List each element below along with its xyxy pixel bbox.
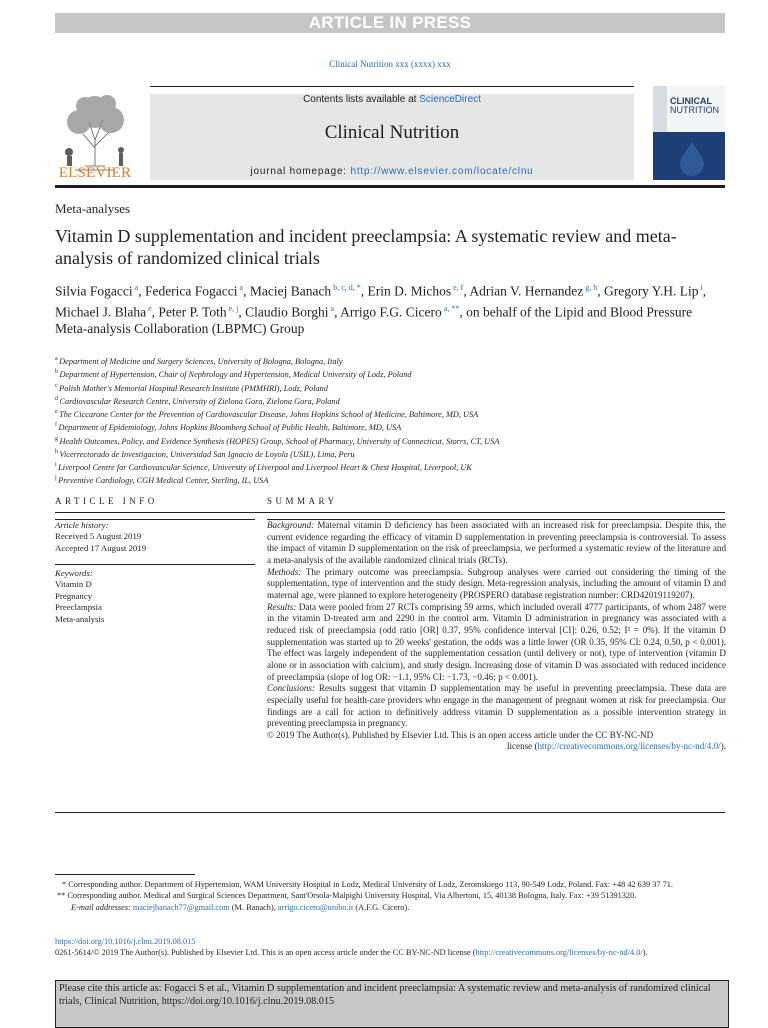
affiliation-text: Health Outcomes, Policy, and Evidence Synthesis (HOPES) Group, School of Pharmacy, University of Connecticut, Storrs, CT, USA [59,436,500,446]
journal-title: Clinical Nutrition [324,122,460,143]
license-suffix: ). [720,741,726,752]
issn-suffix: ). [642,948,648,957]
affiliation-key: c [55,382,60,389]
author-affiliation-marker[interactable]: i [698,283,703,292]
affiliation-text: Department of Medicine and Surgery Sciences, University of Bologna, Bologna, Italy [59,356,343,366]
affiliation-key: i [55,462,59,469]
author-name: Adrian V. Hernandez [469,283,584,299]
affiliation-key: j [55,475,59,482]
keyword: Preeclampsia [55,602,102,613]
keyword: Vitamin D [55,579,92,590]
email-label: E-mail addresses: [71,902,131,912]
issn-copyright-text: 0261-5614/© 2019 The Author(s). Published by Elsevier Ltd. This is an open access article under the CC BY-NC-ND license ( [55,948,476,957]
journal-cover-title [670,97,719,115]
journal-homepage [150,166,634,177]
summary-bottom-rule [55,812,725,813]
contents-prefix: Contents lists available at [303,94,420,105]
doi-link[interactable]: https://doi.org/10.1016/j.clnu.2019.08.015 [55,937,196,946]
affiliation-item [55,394,715,407]
methods-text: The primary outcome was preeclampsia. Subgroup analyses were carried out considering the timing of the supplementation, type of intervention and the study design. Meta-regression analysis, including the amount of vitamin D and maternal age, were planned to explore heterogeneity (PROSPERO database registration number: CRD42019119207). [267,566,727,600]
summary-results [267,602,726,684]
accepted-date: Accepted 17 August 2019 [55,542,147,553]
author-affiliation-marker[interactable]: a [132,283,139,292]
article-title: Vitamin D supplementation and incident preeclampsia: A systematic review and meta-analysis of randomized clinical trials [55,226,677,268]
affiliation-key: f [55,422,59,429]
received-date: Received 5 August 2019 [55,531,142,542]
contents-line [150,94,634,105]
author-affiliation-marker[interactable]: g, h [583,283,598,292]
affiliation-key: g [55,435,60,442]
author-separator: , [597,283,604,299]
author-affiliation-marker[interactable]: a [237,283,244,292]
conclusions-label: Conclusions: [267,683,315,694]
affiliation-key: b [55,369,60,376]
affiliation-item [55,407,715,420]
author-name: Peter P. Toth [158,304,227,319]
cite-this-article-box: Please cite this article as: Fogacci S et al., Vitamin D supplementation and incident preeclampsia: A systematic review and meta-analysis of randomized clinical trials, Clinical Nutrition, https://doi.org/10.1016/j.clnu.2019.08.015 [55,980,729,1028]
email-cicero-name: (A.F.G. Cicero). [353,902,410,912]
affiliation-text: Preventive Cardiology, CGH Medical Center, Sterling, IL, USA [58,476,269,486]
article-in-press-banner: ARTICLE IN PRESS [55,13,725,33]
author-affiliation-marker[interactable]: a, ** [441,303,460,313]
homepage-prefix: journal homepage: [250,166,351,177]
affiliation-text: Department of Epidemiology, Johns Hopkins Bloomberg School of Public Health, Baltimore, MD, USA [58,423,402,433]
summary-background [267,520,726,567]
license-prefix: license ( [506,741,538,752]
affiliation-item [55,420,715,433]
affiliation-item [55,381,715,394]
summary-license [267,741,726,753]
author-name: Federica Fogacci [144,283,238,299]
affiliation-text: Vicerrectorado de Investigacion, Universidad San Ignacio de Loyola (USIL), Lima, Peru [59,449,355,459]
footnote-rule [55,874,195,875]
summary-conclusions [267,683,726,730]
affiliation-text: Liverpool Centre for Cardiovascular Science, University of Liverpool and Liverpool Heart & Chest Hospital, Liverpool, UK [58,462,472,472]
author-affiliation-marker[interactable]: e, f [451,283,464,292]
conclusions-text: Results suggest that vitamin D supplementation may be useful in preventing preeclampsia. These data are especially useful for health-care providers who engage in the management of pregnant women at risk for preeclampsia. Our findings are a call for action to definitively address vitamin D supplementation as a possible intervention strategy in preventing preeclampsia in pregnancy. [267,683,727,729]
results-text: Data were pooled from 27 RCTs comprising 59 arms, which included overall 4777 participants, of whom 2487 were in the vitamin D-treated arm and 2290 in the control arm. Vitamin D administration in pregnancy was associated with a reduced risk of preeclampsia (odd ratio [OR] 0.37, 95% confidence interval [CI]: 0.26, 0.52; I² = 0%). If the vitamin D supplementation was started up to 20 weeks' gestation, the odds was a little lower (OR 0.35, 95% CI: 0.24, 0.50, p < 0.001). The effect was largely independent of the supplementation cessation (until delivery or not), type of intervention (vitamin D alone or in association with calcium), and study design. Increasing dose of vitamin D was associated with reduced incidence of preeclampsia (slope of log OR: −1.1, 95% CI: −1.73, −0.46; p < 0.001). [267,601,726,682]
author-affiliation-marker[interactable]: a [328,303,335,313]
affiliation-key: e [55,409,60,416]
keyword: Pregnancy [55,590,93,601]
affiliation-item [55,434,715,447]
sciencedirect-link[interactable]: ScienceDirect [419,94,481,105]
methods-label: Methods: [267,566,302,577]
article-history [55,520,255,554]
article-section: Meta-analyses [55,201,131,216]
affiliation-text: The Ciccarone Center for the Prevention of Cardiovascular Disease, Johns Hopkins School of Medicine, Baltimore, MD, USA [59,409,479,419]
affiliation-item [55,354,715,367]
author-name: Gregory Y.H. Lip [603,283,699,299]
author-list [55,279,715,337]
cover-title-line-1: CLINICAL [670,96,712,106]
author-separator: , [360,283,368,299]
author-separator: , [243,283,250,299]
corresponding-author-2: ** Corresponding author. Medical and Surgical Sciences Department, Sant'Orsola-Malpighi University Hospital, Via Albertoni, 15, 40138 Bologna, Italy. Fax: +39 51391320. [57,891,637,901]
affiliation-text: Department of Hypertension, Chair of Nephrology and Hypertension, Medical University of Lodz, Poland [59,370,412,380]
footnotes [55,879,727,913]
corresponding-author-1: * Corresponding author. Department of Hypertension, WAM University Hospital in Lodz, Medical University of Lodz, Zeromskiego 113, 90-549 Lodz, Poland. Fax: +48 42 639 37 71. [62,880,673,889]
article-info-heading: ARTICLE INFO [55,496,158,506]
author-separator: , [238,304,246,319]
background-text: Maternal vitamin D deficiency has been associated with an increased risk for preeclampsia. Despite this, the current evidence regarding the efficacy of vitamin D supplementation in preventing preeclampsia is controversial. To assess the impact of vitamin D supplementation on the risk of preeclampsia, we performed a systematic review of the literature and a meta-analysis of the available randomized clinical trials (RCTs). [267,520,727,565]
header-rule [150,86,634,87]
summary-abstract [267,520,726,753]
masthead-bottom-rule [55,185,725,188]
affiliation-text: Polish Mother's Memorial Hospital Research Institute (PMMHRI), Lodz, Poland [59,383,328,393]
author-separator: , [463,283,470,299]
affiliation-list [55,354,715,487]
author-name: Claudio Borghi [245,304,329,319]
author-separator: , on behalf of the Lipid and Blood Pressure Meta-analysis Collaboration (LBPMC) Group [55,304,693,336]
author-separator: , [334,304,341,319]
author-name: Erin D. Michos [367,283,452,299]
background-label: Background: [267,520,315,530]
email-cicero-link[interactable]: arrigo.cicero@unibo.it [277,902,354,912]
email-banach-link[interactable]: maciejbanach77@gmail.com [132,902,230,912]
summary-methods [267,567,726,602]
author-separator: , [702,283,707,299]
author-affiliation-marker[interactable]: e [146,303,152,313]
author-separator: , [151,304,159,319]
author-name: Arrigo F.G. Cicero [340,304,442,319]
affiliation-item [55,367,715,380]
affiliation-item [55,473,715,486]
history-label: Article history: [55,520,109,530]
affiliation-text: Cardiovascular Research Centre, University of Zielona Gora, Zielona Gora, Poland [59,396,340,406]
author-separator: , [138,283,145,299]
keywords-label: Keywords: [55,568,93,578]
affiliation-key: d [55,395,60,402]
author-affiliation-marker[interactable]: b, c, d, * [331,283,361,292]
author-affiliation-marker[interactable]: e, j [226,303,239,313]
affiliation-key: h [55,448,60,455]
issn-copyright-line [55,948,727,957]
journal-cover-strip [653,86,667,132]
author-name: Michael J. Blaha [55,304,147,319]
email-line [55,902,727,913]
journal-reference-link[interactable]: Clinical Nutrition xxx (xxxx) xxx [329,59,451,69]
issn-license-link[interactable]: http://creativecommons.org/licenses/by-nc-nd/4.0/ [475,948,643,957]
summary-copyright: © 2019 The Author(s). Published by Elsevier Ltd. This is an open access article under the CC BY-NC-ND [267,729,654,740]
homepage-link[interactable]: http://www.elsevier.com/locate/clnu [350,166,534,177]
keywords-block [55,568,255,625]
affiliation-key: a [55,356,60,362]
elsevier-wordmark: ELSEVIER [58,165,132,181]
cover-droplet-graphic [672,138,712,176]
license-link[interactable]: http://creativecommons.org/licenses/by-nc-nd/4.0/ [537,741,721,752]
affiliation-item [55,447,715,460]
email-banach-name: (M. Banach), [229,902,278,912]
cover-title-line-2: NUTRITION [670,105,719,115]
author-name: Maciej Banach [249,283,332,299]
keyword: Meta-analysis [55,613,105,624]
results-label: Results: [267,601,297,612]
info-top-rule [55,512,725,513]
author-name: Silvia Fogacci [55,283,133,299]
affiliation-item [55,460,715,473]
summary-heading: SUMMARY [267,496,338,506]
keywords-rule [55,564,255,565]
